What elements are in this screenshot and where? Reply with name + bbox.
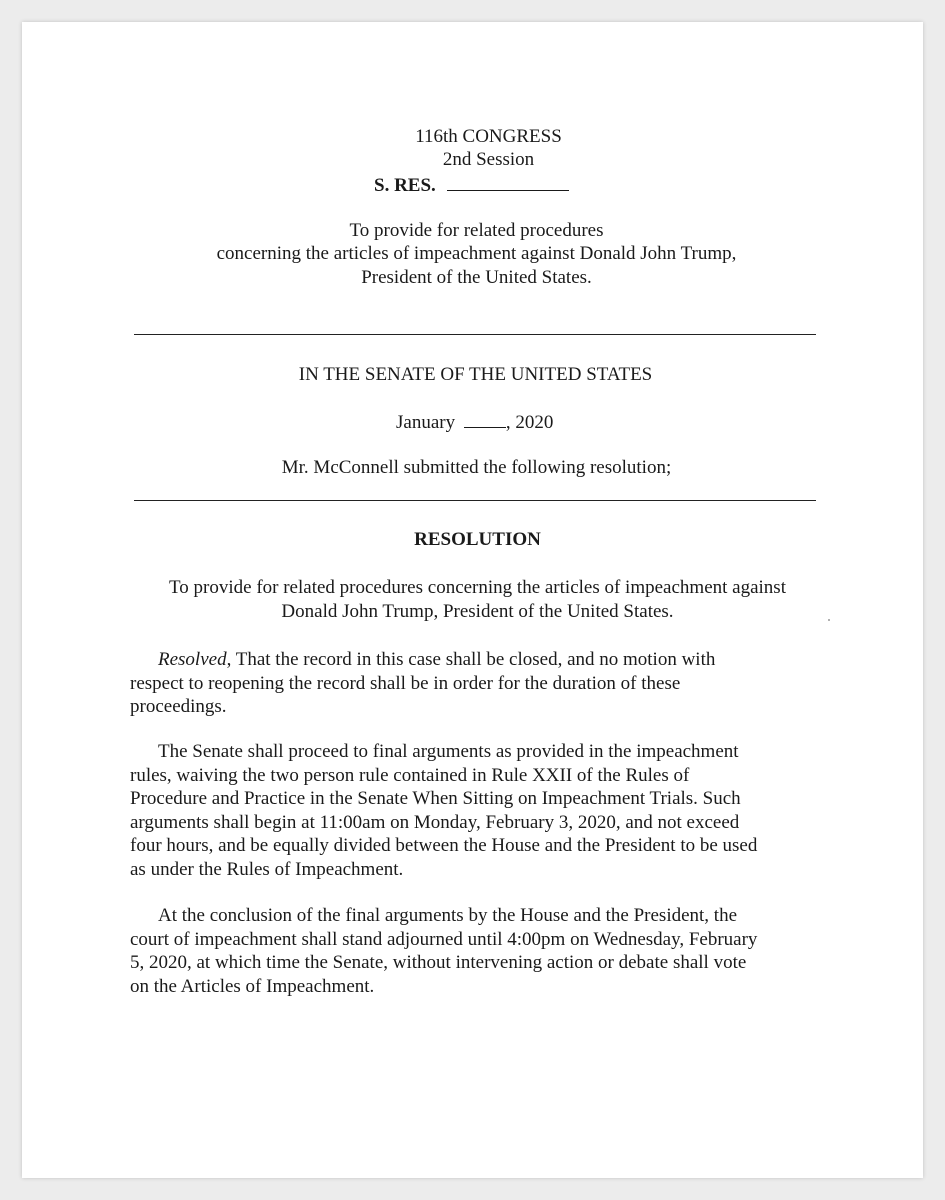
purpose-line-2: Donald John Trump, President of the United States. bbox=[281, 601, 674, 622]
res-number-blank bbox=[447, 172, 569, 191]
resolved-line-1: , That the record in this case shall be closed, and no motion with bbox=[226, 649, 716, 670]
final-arguments-paragraph bbox=[130, 740, 820, 881]
senate-heading: IN THE SENATE OF THE UNITED STATES bbox=[298, 364, 653, 385]
title-line-1: To provide for related procedures bbox=[349, 220, 604, 241]
document-page bbox=[22, 22, 923, 1178]
date-month: January bbox=[396, 412, 456, 433]
submitted-line: Mr. McConnell submitted the following resolution; bbox=[281, 457, 672, 478]
divider-rule-bottom bbox=[134, 500, 816, 501]
purpose-line-1: To provide for related procedures concerning the articles of impeachment against bbox=[169, 577, 786, 598]
resolved-lead: Resolved bbox=[158, 649, 227, 670]
resolved-paragraph bbox=[130, 648, 820, 719]
resolved-line-3: proceedings. bbox=[130, 696, 227, 717]
arguments-line-1: The Senate shall proceed to final arguments as provided in the impeachment bbox=[158, 741, 739, 762]
res-label: S. RES. bbox=[374, 175, 436, 196]
session-label: 2nd Session bbox=[442, 149, 535, 170]
arguments-line-6: as under the Rules of Impeachment. bbox=[130, 858, 404, 880]
date-day-blank bbox=[464, 409, 506, 428]
arguments-line-5: four hours, and be equally divided between the House and the President to be used bbox=[130, 835, 758, 856]
scan-speck bbox=[828, 619, 830, 621]
adjournment-paragraph bbox=[130, 904, 820, 998]
resolved-line-2: respect to reopening the record shall be in order for the duration of these bbox=[130, 672, 681, 694]
title-line-2: concerning the articles of impeachment against Donald John Trump, bbox=[216, 243, 737, 264]
resolution-number bbox=[374, 172, 569, 198]
adjournment-line-4: on the Articles of Impeachment. bbox=[130, 975, 375, 997]
arguments-line-2: rules, waiving the two person rule contained in Rule XXII of the Rules of bbox=[130, 764, 690, 786]
date-line bbox=[396, 409, 553, 435]
adjournment-line-1: At the conclusion of the final arguments by the House and the President, the bbox=[158, 905, 738, 926]
arguments-line-3: Procedure and Practice in the Senate When Sitting on Impeachment Trials. Such bbox=[130, 788, 741, 809]
adjournment-line-2: court of impeachment shall stand adjourned until 4:00pm on Wednesday, February bbox=[130, 928, 758, 950]
title-line-3: President of the United States. bbox=[361, 267, 592, 288]
divider-rule-top bbox=[134, 334, 816, 335]
congress-label: 116th CONGRESS bbox=[415, 126, 562, 147]
adjournment-line-3: 5, 2020, at which time the Senate, without intervening action or debate shall vote bbox=[130, 952, 747, 973]
resolution-heading: RESOLUTION bbox=[414, 529, 541, 550]
date-year: , 2020 bbox=[505, 412, 554, 433]
arguments-line-4: arguments shall begin at 11:00am on Monday, February 3, 2020, and not exceed bbox=[130, 811, 740, 833]
